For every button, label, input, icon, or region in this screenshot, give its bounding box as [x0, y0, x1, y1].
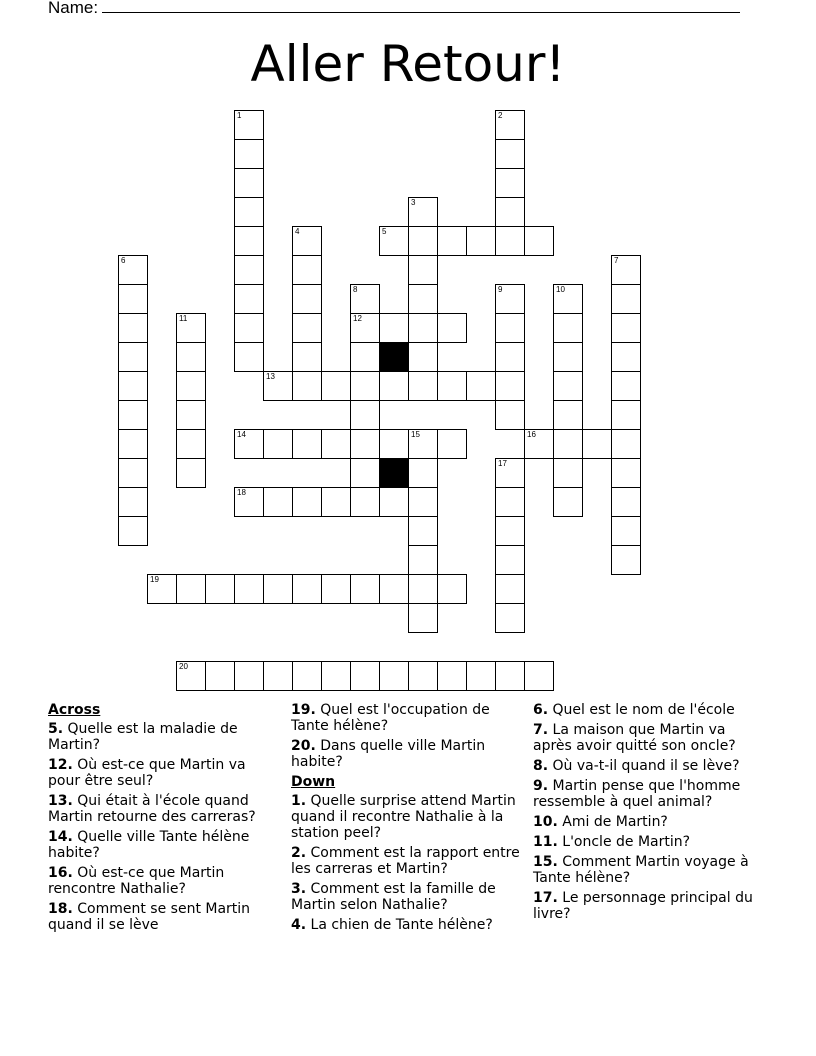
crossword-cell[interactable] [350, 342, 380, 372]
clue-number: 9 [498, 285, 503, 294]
crossword-cell[interactable] [350, 458, 380, 488]
crossword-cell[interactable] [321, 487, 351, 517]
crossword-cell[interactable] [553, 400, 583, 430]
clues-column-1 [48, 702, 280, 937]
clue-number: 16 [527, 430, 536, 439]
crossword-cell[interactable] [582, 429, 612, 459]
crossword-cell[interactable] [437, 226, 467, 256]
crossword-cell[interactable] [234, 255, 264, 285]
crossword-cell[interactable] [234, 168, 264, 198]
crossword-cell[interactable] [408, 574, 438, 604]
clue-number: 3 [411, 198, 416, 207]
crossword-cell[interactable] [292, 313, 322, 343]
crossword-cell[interactable] [292, 429, 322, 459]
crossword-cell[interactable] [553, 429, 583, 459]
crossword-cell[interactable] [408, 371, 438, 401]
clue-item [533, 814, 765, 830]
crossword-cell[interactable] [408, 429, 438, 459]
crossword-cell[interactable] [350, 487, 380, 517]
crossword-cell[interactable] [350, 284, 380, 314]
crossword-cell[interactable] [350, 371, 380, 401]
clue-number: 9. [533, 778, 549, 794]
clue-number: 8. [533, 758, 549, 774]
crossword-cell[interactable] [292, 487, 322, 517]
crossword-cell[interactable] [611, 545, 641, 575]
clue-text: Dans quelle ville Martin habite? [291, 738, 486, 770]
crossword-cell[interactable] [321, 371, 351, 401]
clue-number: 19. [291, 702, 316, 718]
clue-item [291, 793, 523, 841]
crossword-cell[interactable] [408, 226, 438, 256]
clue-number: 11 [179, 314, 188, 323]
clue-text: Ami de Martin? [562, 814, 668, 830]
clue-number: 13 [266, 372, 275, 381]
clue-number: 1. [291, 793, 307, 809]
crossword-cell[interactable] [553, 458, 583, 488]
clues-column-3 [533, 702, 765, 926]
crossword-cell[interactable] [611, 458, 641, 488]
clue-text: Comment est la famille de Martin selon Nathalie? [291, 881, 496, 913]
crossword-cell[interactable] [495, 487, 525, 517]
down-header: Down [291, 774, 336, 790]
crossword-cell[interactable] [408, 313, 438, 343]
crossword-cell[interactable] [350, 313, 380, 343]
crossword-cell[interactable] [118, 400, 148, 430]
clue-text: L'oncle de Martin? [562, 834, 691, 850]
crossword-cell[interactable] [495, 168, 525, 198]
crossword-cell[interactable] [553, 487, 583, 517]
crossword-cell[interactable] [234, 313, 264, 343]
clue-item [48, 865, 280, 897]
clue-text: Où est-ce que Martin va pour être seul? [48, 757, 246, 789]
clue-number: 5. [48, 721, 64, 737]
clue-number: 8 [353, 285, 358, 294]
crossword-cell[interactable] [611, 284, 641, 314]
crossword-cell[interactable] [350, 429, 380, 459]
crossword-cell[interactable] [408, 603, 438, 633]
clue-text: La chien de Tante hélène? [310, 917, 493, 933]
crossword-cell[interactable] [118, 516, 148, 546]
across-header: Across [48, 702, 101, 718]
crossword-cell[interactable] [611, 313, 641, 343]
clue-number: 5 [382, 227, 387, 236]
clue-text: Quelle surprise attend Martin quand il recontre Nathalie à la station peel? [291, 793, 516, 841]
crossword-cell[interactable] [611, 400, 641, 430]
crossword-cell[interactable] [495, 110, 525, 140]
clue-number: 7 [614, 256, 619, 265]
crossword-cell[interactable] [118, 429, 148, 459]
crossword-cell[interactable] [234, 342, 264, 372]
crossword-cell[interactable] [263, 371, 293, 401]
clue-text: Qui était à l'école quand Martin retourne des carreras? [48, 793, 256, 825]
clue-item [48, 793, 280, 825]
clue-text: Comment est la rapport entre les carreras et Martin? [291, 845, 520, 877]
crossword-cell[interactable] [292, 284, 322, 314]
crossword-cell[interactable] [611, 429, 641, 459]
crossword-cell[interactable] [234, 284, 264, 314]
crossword-cell[interactable] [611, 371, 641, 401]
crossword-cell[interactable] [118, 255, 148, 285]
clue-number: 10. [533, 814, 558, 830]
clue-number: 18. [48, 901, 73, 917]
clue-item [291, 917, 523, 933]
crossword-cell[interactable] [118, 487, 148, 517]
crossword-cell[interactable] [495, 139, 525, 169]
crossword-cell[interactable] [408, 284, 438, 314]
crossword-cell[interactable] [495, 661, 525, 691]
crossword-block-cell [379, 342, 409, 372]
crossword-cell[interactable] [205, 661, 235, 691]
clue-number: 2. [291, 845, 307, 861]
crossword-cell[interactable] [408, 197, 438, 227]
clue-text: La maison que Martin va après avoir quitté son oncle? [533, 722, 736, 754]
clue-text: Quel est l'occupation de Tante hélène? [291, 702, 490, 734]
clues-column-2 [291, 702, 523, 937]
crossword-cell[interactable] [263, 661, 293, 691]
crossword-cell[interactable] [611, 516, 641, 546]
crossword-cell[interactable] [350, 400, 380, 430]
crossword-cell[interactable] [408, 255, 438, 285]
crossword-cell[interactable] [234, 661, 264, 691]
clue-number: 20 [179, 662, 188, 671]
clue-text: Quelle ville Tante hélène habite? [48, 829, 250, 861]
crossword-cell[interactable] [292, 342, 322, 372]
crossword-cell[interactable] [379, 429, 409, 459]
crossword-cell[interactable] [524, 661, 554, 691]
clue-number: 14 [237, 430, 246, 439]
crossword-cell[interactable] [118, 342, 148, 372]
crossword-cell[interactable] [466, 661, 496, 691]
clue-number: 1 [237, 111, 242, 120]
crossword-cell[interactable] [234, 139, 264, 169]
clue-number: 17 [498, 459, 507, 468]
crossword-cell[interactable] [292, 661, 322, 691]
crossword-cell[interactable] [611, 255, 641, 285]
clue-number: 3. [291, 881, 307, 897]
crossword-cell[interactable] [205, 574, 235, 604]
clue-text: Comment se sent Martin quand il se lève [48, 901, 251, 933]
clue-item [291, 738, 523, 770]
clue-item [48, 829, 280, 861]
clue-number: 15. [533, 854, 558, 870]
crossword-cell[interactable] [408, 342, 438, 372]
clue-item [291, 702, 523, 734]
crossword-cell[interactable] [495, 342, 525, 372]
crossword-cell[interactable] [234, 429, 264, 459]
crossword-cell[interactable] [495, 603, 525, 633]
crossword-cell[interactable] [118, 458, 148, 488]
clue-number: 10 [556, 285, 565, 294]
clue-number: 19 [150, 575, 159, 584]
crossword-cell[interactable] [495, 226, 525, 256]
crossword-cell[interactable] [466, 226, 496, 256]
clue-item [533, 722, 765, 754]
clue-text: Comment Martin voyage à Tante hélène? [533, 854, 749, 886]
crossword-cell[interactable] [495, 197, 525, 227]
crossword-cell[interactable] [176, 429, 206, 459]
clue-text: Où est-ce que Martin rencontre Nathalie? [48, 865, 225, 897]
clue-number: 11. [533, 834, 558, 850]
clue-number: 6 [121, 256, 126, 265]
crossword-cell[interactable] [408, 487, 438, 517]
clue-text: Où va-t-il quand il se lève? [552, 758, 740, 774]
clue-item [533, 834, 765, 850]
crossword-cell[interactable] [379, 226, 409, 256]
crossword-cell[interactable] [524, 226, 554, 256]
clue-item [533, 758, 765, 774]
crossword-cell[interactable] [437, 574, 467, 604]
crossword-cell[interactable] [263, 574, 293, 604]
crossword-cell[interactable] [176, 661, 206, 691]
crossword-cell[interactable] [408, 516, 438, 546]
crossword-cell[interactable] [611, 342, 641, 372]
crossword-cell[interactable] [437, 313, 467, 343]
crossword-cell[interactable] [408, 545, 438, 575]
crossword-cell[interactable] [176, 458, 206, 488]
crossword-cell[interactable] [321, 574, 351, 604]
clue-item [291, 881, 523, 913]
crossword-cell[interactable] [234, 487, 264, 517]
crossword-cell[interactable] [408, 661, 438, 691]
crossword-cell[interactable] [379, 487, 409, 517]
crossword-cell[interactable] [292, 226, 322, 256]
clue-item [291, 845, 523, 877]
crossword-cell[interactable] [466, 371, 496, 401]
clue-item [533, 778, 765, 810]
page-title: Aller Retour! [250, 35, 566, 93]
clue-number: 13. [48, 793, 73, 809]
clue-text: Martin pense que l'homme ressemble à quel animal? [533, 778, 741, 810]
clue-number: 4 [295, 227, 300, 236]
clue-number: 14. [48, 829, 73, 845]
crossword-cell[interactable] [495, 284, 525, 314]
clue-item [48, 901, 280, 933]
crossword-cell[interactable] [292, 255, 322, 285]
crossword-cell[interactable] [553, 284, 583, 314]
clue-item [48, 721, 280, 753]
clue-number: 12 [353, 314, 362, 323]
clue-number: 15 [411, 430, 420, 439]
crossword-cell[interactable] [147, 574, 177, 604]
crossword-cell[interactable] [553, 313, 583, 343]
crossword-cell[interactable] [495, 545, 525, 575]
crossword-cell[interactable] [292, 371, 322, 401]
crossword-cell[interactable] [292, 574, 322, 604]
clue-number: 18 [237, 488, 246, 497]
clue-item [533, 702, 765, 718]
clue-number: 7. [533, 722, 549, 738]
clue-text: Quel est le nom de l'école [552, 702, 735, 718]
crossword-cell[interactable] [437, 661, 467, 691]
clue-number: 20. [291, 738, 316, 754]
crossword-cell[interactable] [408, 458, 438, 488]
crossword-cell[interactable] [495, 313, 525, 343]
crossword-cell[interactable] [350, 661, 380, 691]
crossword-cell[interactable] [379, 371, 409, 401]
crossword-cell[interactable] [495, 458, 525, 488]
crossword-block-cell [379, 458, 409, 488]
crossword-cell[interactable] [176, 371, 206, 401]
crossword-cell[interactable] [321, 661, 351, 691]
crossword-cell[interactable] [263, 429, 293, 459]
name-label: Name: [48, 0, 99, 17]
clue-number: 6. [533, 702, 549, 718]
crossword-cell[interactable] [118, 284, 148, 314]
crossword-cell[interactable] [495, 371, 525, 401]
crossword-cell[interactable] [437, 429, 467, 459]
crossword-cell[interactable] [379, 661, 409, 691]
crossword-cell[interactable] [118, 371, 148, 401]
clue-text: Quelle est la maladie de Martin? [48, 721, 238, 753]
clue-text: Le personnage principal du livre? [533, 890, 753, 922]
crossword-cell[interactable] [553, 371, 583, 401]
crossword-cell[interactable] [234, 110, 264, 140]
crossword-cell[interactable] [263, 487, 293, 517]
crossword-cell[interactable] [176, 342, 206, 372]
clue-number: 17. [533, 890, 558, 906]
clue-number: 16. [48, 865, 73, 881]
crossword-cell[interactable] [495, 574, 525, 604]
clue-number: 4. [291, 917, 307, 933]
crossword-cell[interactable] [437, 371, 467, 401]
clue-item [533, 854, 765, 886]
crossword-cell[interactable] [495, 400, 525, 430]
crossword-cell[interactable] [234, 226, 264, 256]
crossword-cell[interactable] [321, 429, 351, 459]
crossword-cell[interactable] [176, 574, 206, 604]
crossword-cell[interactable] [524, 429, 554, 459]
crossword-cell[interactable] [176, 313, 206, 343]
crossword-cell[interactable] [118, 313, 148, 343]
clue-number: 2 [498, 111, 503, 120]
crossword-cell[interactable] [379, 574, 409, 604]
crossword-cell[interactable] [495, 516, 525, 546]
clue-number: 12. [48, 757, 73, 773]
crossword-cell[interactable] [553, 342, 583, 372]
crossword-cell[interactable] [379, 313, 409, 343]
clue-item [533, 890, 765, 922]
crossword-cell[interactable] [350, 574, 380, 604]
clue-item [48, 757, 280, 789]
crossword-cell[interactable] [611, 487, 641, 517]
crossword-cell[interactable] [234, 574, 264, 604]
crossword-cell[interactable] [234, 197, 264, 227]
crossword-cell[interactable] [176, 400, 206, 430]
